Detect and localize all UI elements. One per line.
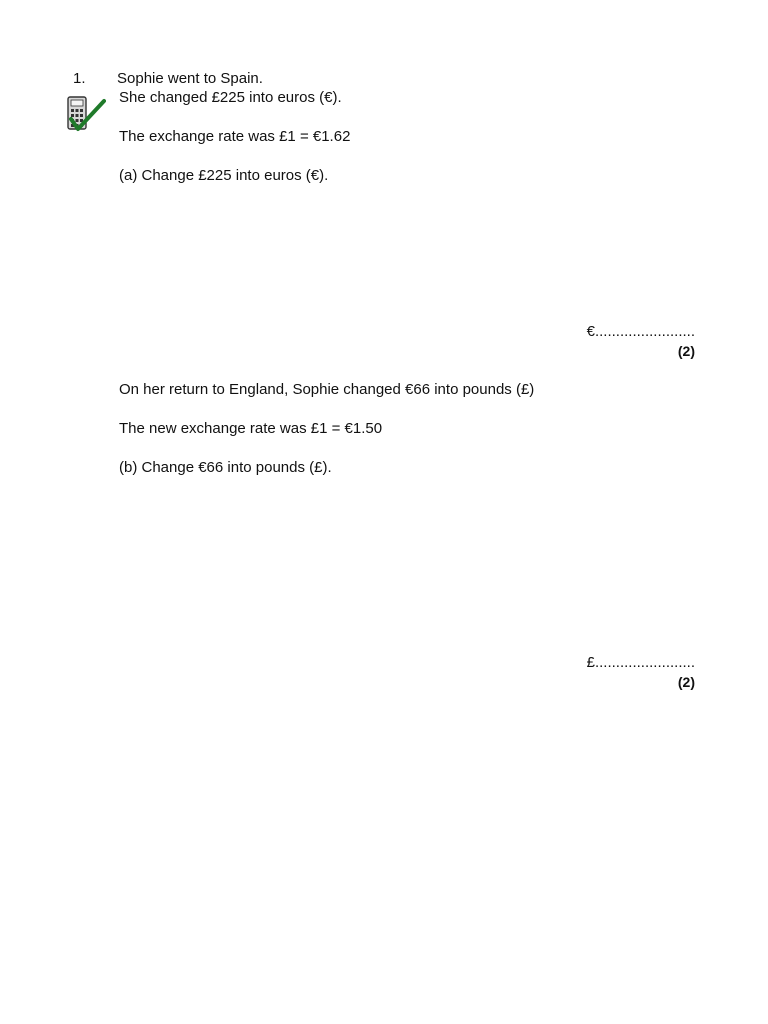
- question-number: 1.: [73, 70, 86, 87]
- return-text: On her return to England, Sophie changed €66 into pounds (£): [119, 381, 535, 398]
- marks-b: (2): [677, 674, 695, 690]
- exchange-rate-2: The new exchange rate was £1 = €1.50: [119, 420, 383, 437]
- part-a-prompt: (a) Change £225 into euros (€).: [119, 167, 329, 184]
- part-b-prompt: (b) Change €66 into pounds (£).: [119, 459, 332, 476]
- exchange-rate-1: The exchange rate was £1 = €1.62: [119, 128, 351, 145]
- question-intro: Sophie went to Spain.: [117, 70, 263, 87]
- answer-line-b[interactable]: £........................: [586, 654, 695, 671]
- answer-line-a[interactable]: €........................: [586, 323, 695, 340]
- question-line-1: She changed £225 into euros (€).: [119, 89, 342, 106]
- calculator-allowed-icon: [66, 95, 106, 135]
- marks-a: (2): [677, 343, 695, 359]
